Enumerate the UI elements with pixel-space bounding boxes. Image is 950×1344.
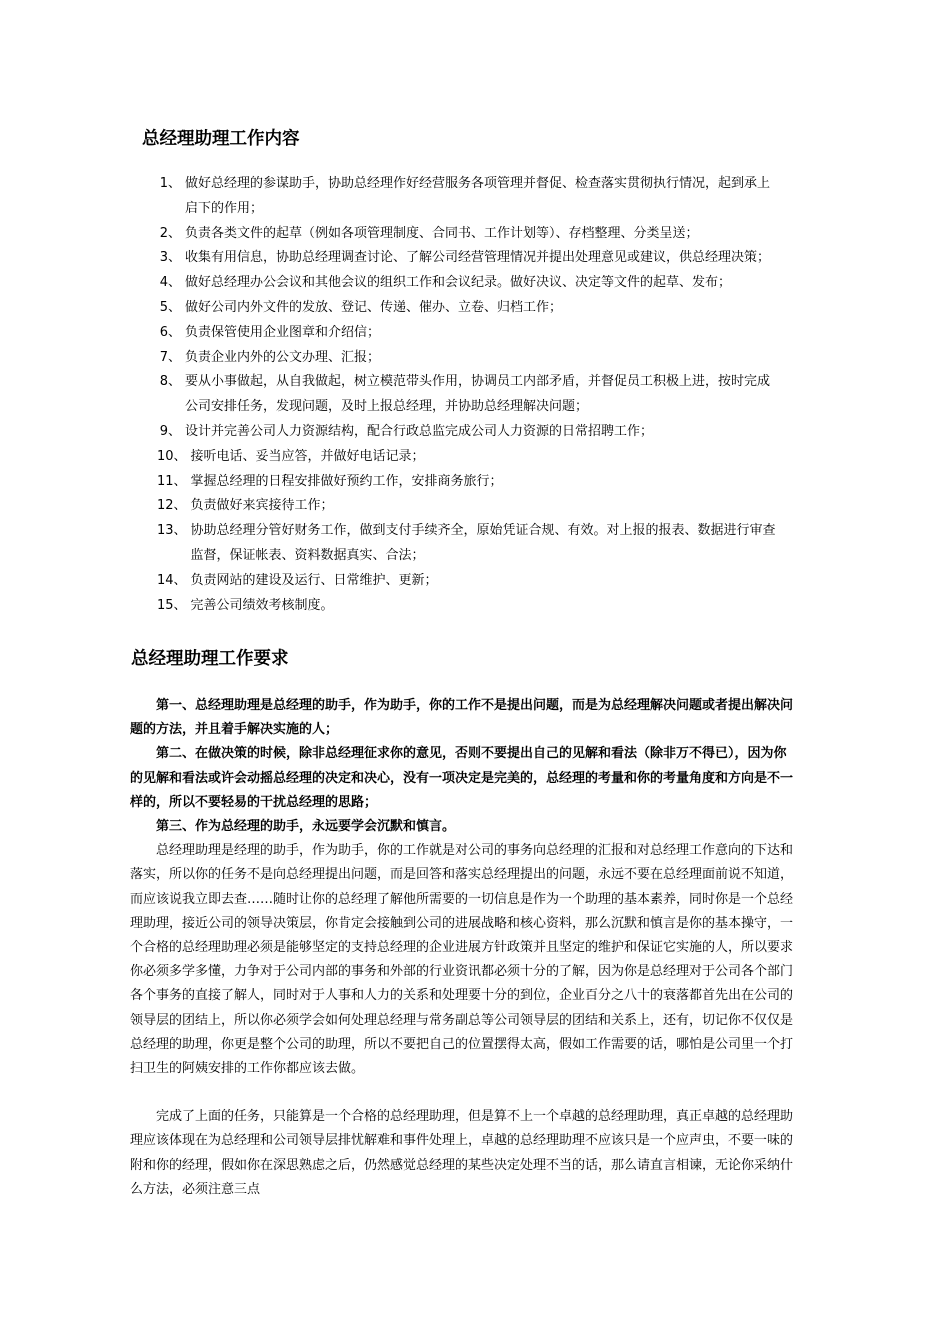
duty-text-line: 负责各类文件的起草（例如各项管理制度、合同书、工作计划等）、存档整理、分类呈送； (185, 225, 699, 241)
duty-text (185, 172, 837, 222)
duty-text (185, 246, 837, 271)
duty-text (185, 346, 837, 371)
text-line: 理助理，接近公司的领导决策层，你肯定会接触到公司的进展战略和核心资料，那么沉默和慎言是你的基本操守，一 (130, 915, 794, 931)
duty-text-line: 负责企业内外的公文办理、汇报； (185, 349, 381, 365)
duty-item (157, 445, 837, 470)
duty-text (185, 271, 837, 296)
duty-number: 13、 (157, 523, 187, 539)
duty-text-line: 公司安排任务，发现问题，及时上报总经理，并协助总经理解决问题； (185, 399, 589, 415)
duty-number: 4、 (159, 275, 181, 291)
section-title-work-requirements: 总经理助理工作要求 (131, 649, 289, 669)
duty-number: 12、 (157, 498, 187, 514)
text-line: 的见解和看法或许会动摇总经理的决定和决心，没有一项决定是完美的，总经理的考量和你的考量角度和方向是不一 (130, 770, 794, 786)
duty-text-line: 收集有用信息，协助总经理调查讨论、了解公司经营管理情况并提出处理意见或建议，供总经理决策； (185, 250, 771, 266)
text-line: 理应该体现在为总经理和公司领导层排忧解难和事件处理上，卓越的总经理助理不应该只是一个应声虫，不要一味的 (130, 1133, 794, 1149)
duty-item (157, 321, 837, 346)
text-line: 完成了上面的任务，只能算是一个合格的总经理助理，但是算不上一个卓越的总经理助理，真正卓越的总经理助 (130, 1109, 794, 1125)
text-line: 各个事务的直接了解人，同时对于人事和人力的关系和处理要十分的到位，企业百分之八十的衰落都首先出在公司的 (130, 988, 794, 1004)
duty-text (185, 296, 837, 321)
duty-text (191, 470, 837, 495)
duty-item (157, 246, 837, 271)
text-line: 第三、作为总经理的助手，永远要学会沉默和慎言。 (130, 819, 456, 835)
duty-number: 6、 (159, 324, 181, 340)
duty-text (191, 445, 837, 470)
duty-number: 3、 (159, 250, 181, 266)
duty-text (185, 222, 837, 247)
duty-item (157, 346, 837, 371)
body-paragraph-1 (130, 839, 836, 1081)
duty-item (157, 519, 837, 569)
duty-item (157, 470, 837, 495)
body-paragraph-2 (130, 1105, 836, 1202)
text-line: 题的方法，并且着手解决实施的人； (130, 722, 339, 738)
text-line: 附和你的经理，假如你在深思熟虑之后，仍然感觉总经理的某些决定处理不当的话，那么请直言相谏，无论你采纳什 (130, 1157, 794, 1173)
text-line: 样的，所以不要轻易的干扰总经理的思路； (130, 794, 378, 810)
text-line: 领导层的团结上，所以你必须学会如何处理总经理与常务副总等公司领导层的团结和关系上，还有，切记你不仅仅是 (130, 1012, 794, 1028)
duties-list (157, 172, 837, 618)
duty-number: 7、 (159, 349, 181, 365)
text-line: 落实，所以你的任务不是向总经理提出问题，而是回答和落实总经理提出的问题，永远不要在总经理面前说不知道， (130, 867, 794, 883)
duty-item (157, 172, 837, 222)
duty-number: 8、 (159, 374, 181, 390)
paragraph-spacer (130, 1081, 836, 1105)
requirements-body (130, 694, 836, 1202)
requirement-point-1 (130, 694, 836, 742)
duty-text (185, 420, 837, 445)
duty-number: 5、 (159, 299, 181, 315)
text-line: 总经理助理是经理的助手，作为助手，你的工作就是对公司的事务向总经理的汇报和对总经理工作意向的下达和 (130, 843, 794, 859)
duty-item (157, 370, 837, 420)
text-line: 扫卫生的阿姨安排的工作你都应该去做。 (130, 1061, 365, 1077)
text-line: 第二、在做决策的时候，除非总经理征求你的意见，否则不要提出自己的见解和看法（除非万不得已），因为你 (130, 746, 787, 762)
requirement-point-2 (130, 742, 836, 815)
duty-item (157, 271, 837, 296)
text-line: 你必须多学多懂，力争对于公司内部的事务和外部的行业资讯都必须十分的了解，因为你是总经理对于公司各个部门 (130, 964, 794, 980)
text-line: 第一、总经理助理是总经理的助手，作为助手，你的工作不是提出问题，而是为总经理解决问题或者提出解决问 (130, 698, 794, 713)
duty-number: 9、 (159, 423, 181, 439)
duty-item (157, 296, 837, 321)
section-title-work-content: 总经理助理工作内容 (142, 129, 300, 149)
duty-text-line: 掌握总经理的日程安排做好预约工作，安排商务旅行； (190, 473, 503, 489)
duty-item (157, 494, 837, 519)
duty-text (191, 494, 837, 519)
duty-text-line: 做好公司内外文件的发放、登记、传递、催办、立卷、归档工作； (185, 299, 563, 315)
duty-text-line: 启下的作用； (185, 200, 264, 216)
duty-number: 14、 (157, 572, 187, 588)
duty-number: 15、 (157, 597, 187, 613)
duty-text (191, 594, 837, 619)
text-line: 么方法，必须注意三点 (130, 1181, 261, 1197)
duty-item (157, 420, 837, 445)
duty-text-line: 做好总经理的参谋助手，协助总经理作好经营服务各项管理并督促、检查落实贯彻执行情况，起到承上 (185, 176, 771, 191)
duty-text (191, 569, 837, 594)
duty-text (185, 370, 837, 420)
duty-text-line: 负责网站的建设及运行、日常维护、更新； (190, 572, 438, 588)
duty-text-line: 完善公司绩效考核制度。 (190, 597, 334, 613)
duty-text (191, 519, 837, 569)
duty-text (185, 321, 837, 346)
duty-text-line: 监督，保证帐表、资料数据真实、合法； (190, 547, 425, 563)
duty-number: 1、 (159, 176, 181, 191)
duty-text-line: 设计并完善公司人力资源结构，配合行政总监完成公司人力资源的日常招聘工作； (185, 423, 654, 439)
duty-text-line: 要从小事做起，从自我做起，树立模范带头作用，协调员工内部矛盾，并督促员工积极上进，按时完成 (185, 374, 771, 390)
duty-text-line: 负责保管使用企业图章和介绍信； (185, 324, 381, 340)
duty-item (157, 594, 837, 619)
duty-text-line: 协助总经理分管好财务工作，做到支付手续齐全，原始凭证合规、有效。对上报的报表、数据进行审查 (190, 523, 776, 539)
requirement-point-3 (130, 815, 836, 839)
duty-item (157, 222, 837, 247)
duty-text-line: 做好总经理办公会议和其他会议的组织工作和会议纪录。做好决议、决定等文件的起草、发布； (185, 275, 732, 291)
duty-text-line: 接听电话、妥当应答，并做好电话记录； (190, 448, 425, 464)
text-line: 个合格的总经理助理必须是能够坚定的支持总经理的企业进展方针政策并且坚定的维护和保证它实施的人，所以要求 (130, 940, 794, 956)
duty-number: 11、 (157, 473, 187, 489)
duty-item (157, 569, 837, 594)
text-line: 而应该说我立即去查……随时让你的总经理了解他所需要的一切信息是作为一个助理的基本素养，同时你是一个总经 (130, 891, 794, 907)
duty-number: 10、 (157, 448, 187, 464)
duty-number: 2、 (159, 225, 181, 241)
text-line: 总经理的助理，你更是整个公司的助理，所以不要把自己的位置摆得太高，假如工作需要的话，哪怕是公司里一个打 (130, 1036, 794, 1052)
duty-text-line: 负责做好来宾接待工作； (190, 498, 334, 514)
